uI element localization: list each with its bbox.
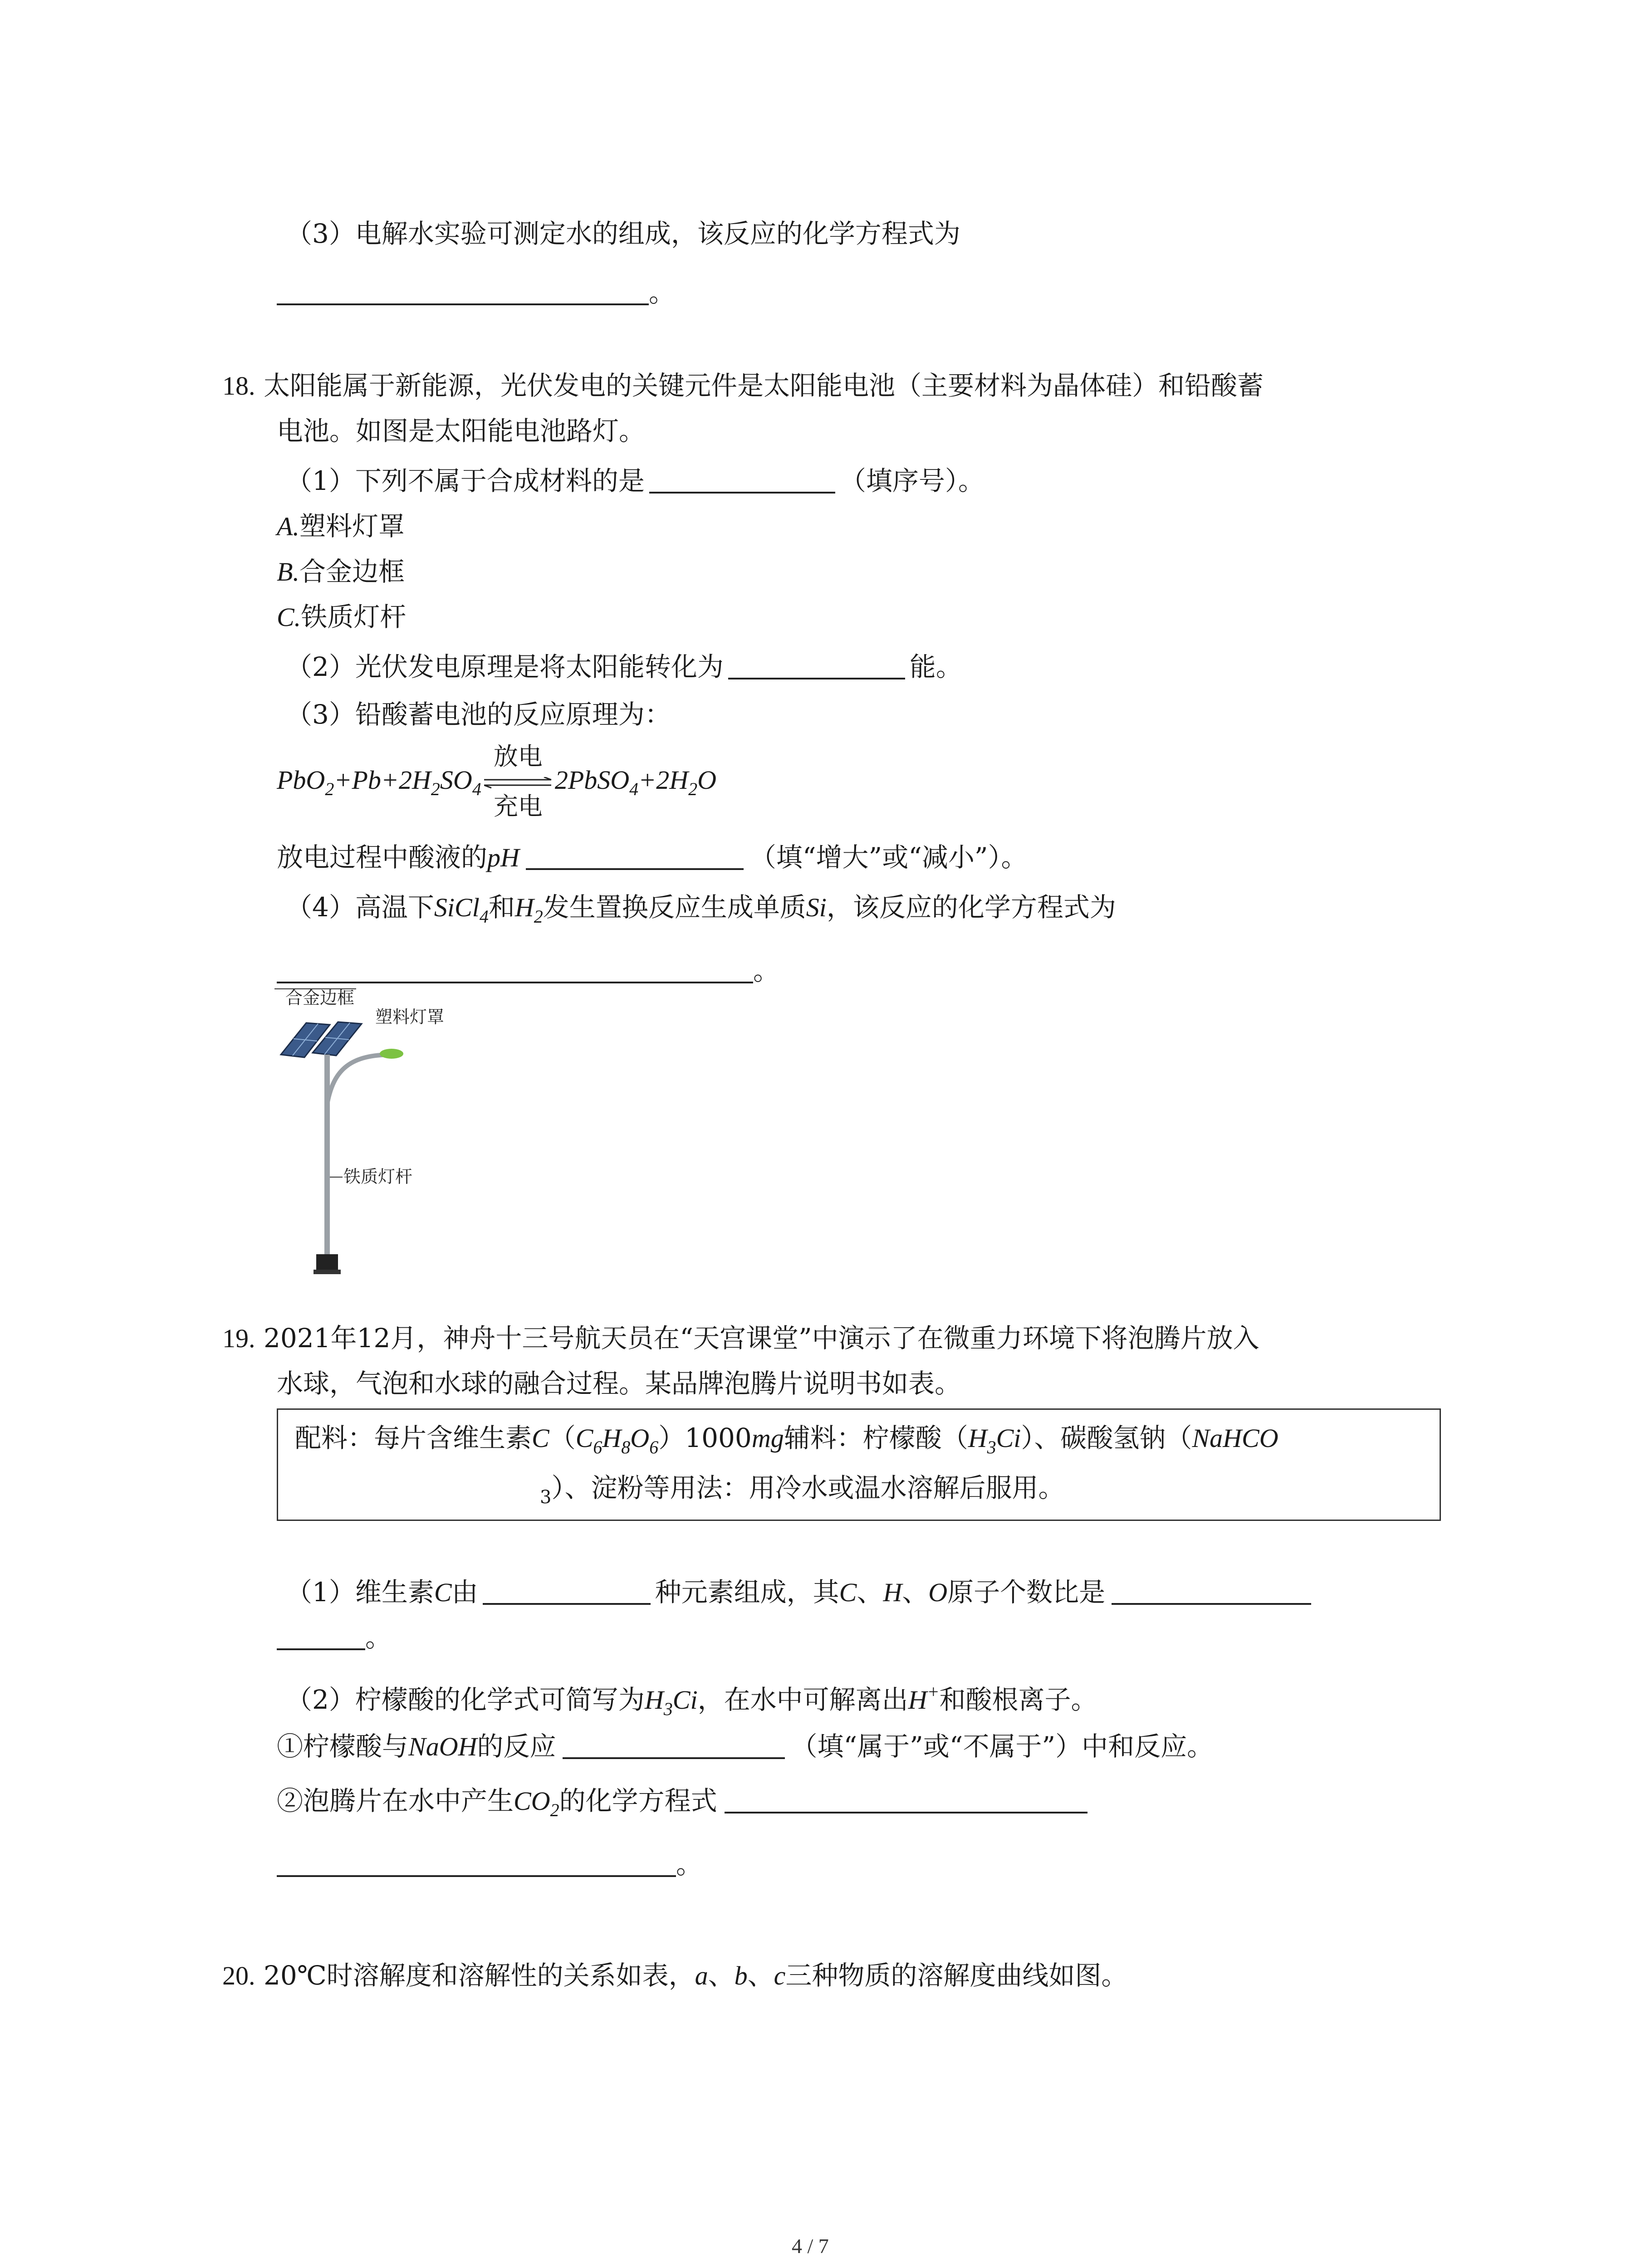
answer-blank[interactable] (277, 958, 753, 983)
q18-option-b: B.合金边框 (277, 556, 405, 587)
label-iron-pole: 铁质灯杆 (343, 1167, 413, 1187)
answer-blank[interactable] (277, 1625, 365, 1650)
q18-part3-ph: 放电过程中酸液的pH （填“增大”或“减小”）。 (277, 842, 1028, 873)
q19-intro-2: 水球，气泡和水球的融合过程。某品牌泡腾片说明书如表。 (277, 1368, 961, 1399)
label-plastic-cover: 塑料灯罩 (375, 1007, 445, 1027)
answer-blank[interactable] (563, 1734, 785, 1759)
q18-answer-line: 。 (277, 955, 779, 987)
q19-sub2: ②泡腾片在水中产生$CO_2$的化学方程式 (277, 1785, 1087, 1826)
q19-part1-cont: 。 (277, 1622, 392, 1653)
q19-part1: （1）维生素C由 种元素组成，其C、H、O原子个数比是 (286, 1576, 1311, 1608)
lamp-base-icon (316, 1254, 338, 1271)
q17-answer-line: 。 (277, 277, 675, 308)
double-arrow-icon (484, 777, 552, 789)
answer-blank[interactable] (277, 280, 649, 305)
q17-part3: （3）电解水实验可测定水的组成，该反应的化学方程式为 (286, 218, 960, 249)
q18-part2: （2）光伏发电原理是将太阳能转化为 能。 (286, 651, 962, 682)
q18-intro-2: 电池。如图是太阳能电池路灯。 (277, 415, 646, 446)
q19-part2: （2）柠檬酸的化学式可简写为$H_3Ci$，在水中可解离出H+和酸根离子。 (286, 1681, 1097, 1719)
q18-option-a: A.塑料灯罩 (277, 511, 405, 542)
answer-blank[interactable] (728, 654, 905, 679)
solar-panel-icon (281, 1022, 362, 1057)
answer-blank[interactable] (483, 1579, 651, 1605)
lamp-cover-icon (380, 1049, 403, 1059)
answer-blank[interactable] (725, 1788, 1087, 1813)
lamp-arm-icon (327, 1055, 392, 1105)
q19-sub2-cont: 。 (277, 1848, 702, 1880)
q18-intro: 18. 太阳能属于新能源，光伏发电的关键元件是太阳能电池（主要材料为晶体硅）和铅酸蓄 (222, 370, 1264, 401)
q20-intro: 20. 20℃时溶解度和溶解性的关系如表，a、b、c三种物质的溶解度曲线如图。 (222, 1960, 1128, 1991)
q18-option-c: C.铁质灯杆 (277, 601, 407, 632)
label-alloy-frame: 合金边框 (285, 988, 355, 1008)
q19-intro: 19. 2021年12月，神舟十三号航天员在“天宫课堂”中演示了在微重力环境下将泡腾片放入 (222, 1323, 1259, 1354)
q19-sub1: ①柠檬酸与NaOH的反应 （填“属于”或“不属于”）中和反应。 (277, 1731, 1214, 1762)
page-number: 4 / 7 (792, 2234, 829, 2258)
instruction-line-2: $_3$）、淀粉等用法：用冷水或温水溶解后服用。 (540, 1472, 1065, 1508)
answer-blank[interactable] (526, 845, 744, 870)
q18-part4: （4）高温下SiCl$_4$和$H_2$发生置换反应生成单质Si，该反应的化学方程式为 (286, 892, 1116, 927)
q18-part1: （1）下列不属于合成材料的是 （填序号）。 (286, 465, 985, 496)
lamp-pole-icon (324, 1055, 330, 1254)
solar-street-lamp-figure (274, 987, 465, 1277)
answer-blank[interactable] (649, 468, 835, 494)
reversible-arrow: 放电 充电 (484, 767, 552, 799)
answer-blank[interactable] (1112, 1579, 1311, 1605)
lead-acid-equation: $PbO_2+Pb+2H_2SO_4$ 放电 充电 $2PbSO_4+2H_2O$ (277, 743, 717, 820)
answer-blank[interactable] (277, 1852, 676, 1877)
q18-part3: （3）铅酸蓄电池的反应原理为： (286, 699, 671, 730)
instruction-line-1: 配料：每片含维生素$C(C_6H_8O_6)1000mg$辅料：柠檬酸$(H_3Ci)$、碳酸氢钠（NaHCO (295, 1422, 1279, 1457)
